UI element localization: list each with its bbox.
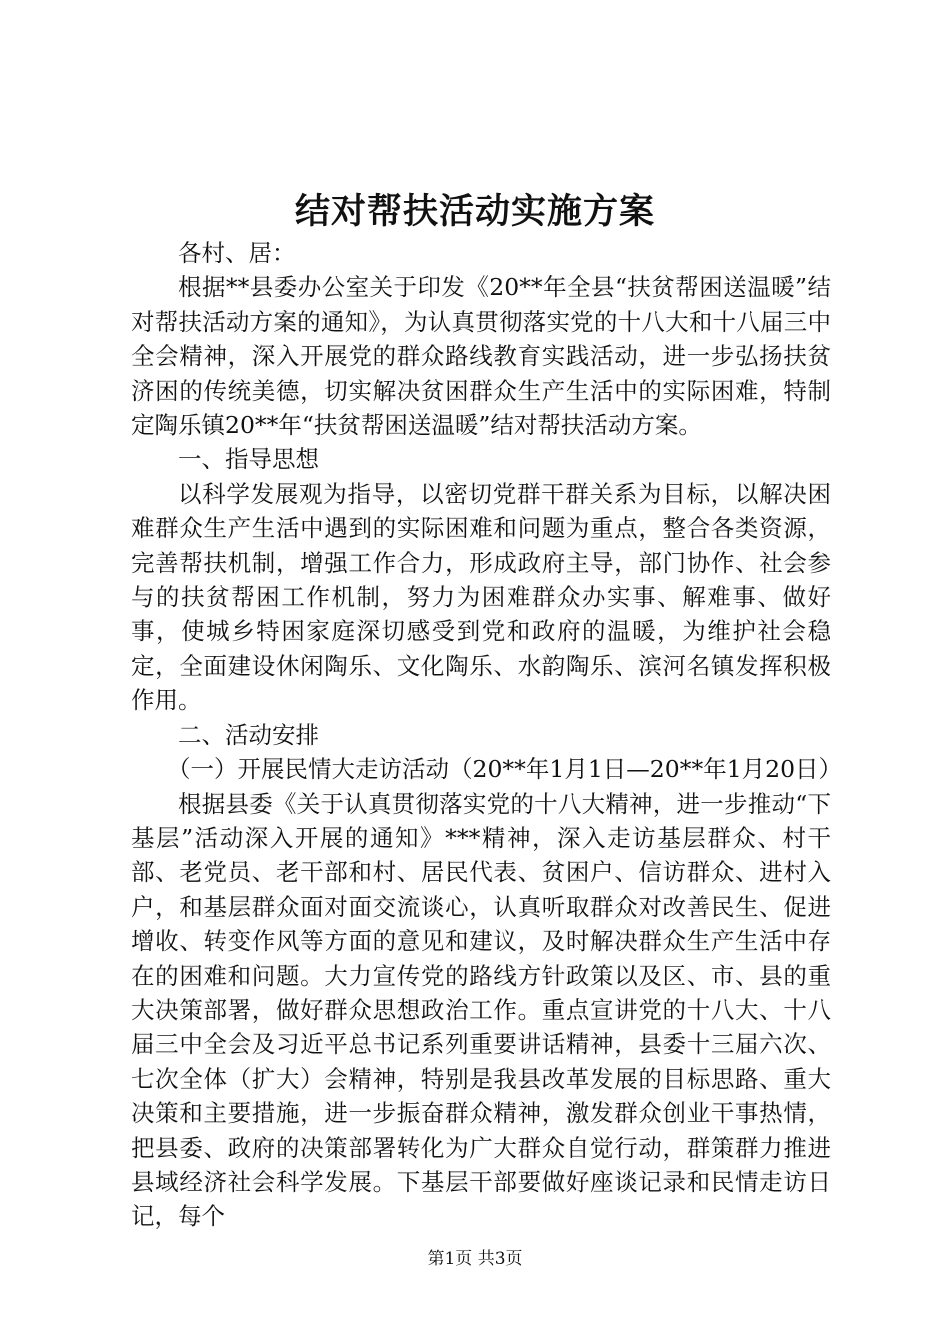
intro-paragraph: 根据**县委办公室关于印发《20**年全县“扶贫帮困送温暖”结对帮扶活动方案的通知》，为认真贯彻落实党的十八大和十八届三中全会精神，深入开展党的群众路线教育实践活动，进一步弘扬扶贫济困的传统美德，切实解决贫困群众生产生活中的实际困难，特制定陶乐镇20**年“扶贫帮困送温暖”结对帮扶活动方案。 xyxy=(131,273,831,440)
visit-activity-paragraph: 根据县委《关于认真贯彻落实党的十八大精神，进一步推动“下基层”活动深入开展的通知》***精神，深入走访基层群众、村干部、老党员、老干部和村、居民代表、贫困户、信访群众、进村入户，和基层群众面对面交流谈心，认真听取群众对改善民生、促进增收、转变作风等方面的意见和建议，及时解决群众生产生活中存在的困难和问题。大力宣传党的路线方针政策以及区、市、县的重大决策部署，做好群众思想政治工作。重点宣讲党的十八大、十八届三中全会及习近平总书记系列重要讲话精神，县委十三届六次、七次全体（扩大）会精神，特别是我县改革发展的目标思路、重大决策和主要措施，进一步振奋群众精神，激发群众创业干事热情，把县委、政府的决策部署转化为广大群众自觉行动，群策群力推进县域经济社会科学发展。下基层干部要做好座谈记录和民情走访日记，每个 xyxy=(131,789,831,1231)
subsection-heading-visit-activity: （一）开展民情大走访活动（20**年1月1日—20**年1月20日） xyxy=(167,755,843,784)
document-body xyxy=(131,236,843,1234)
guiding-thought-paragraph: 以科学发展观为指导，以密切党群干群关系为目标，以解决困难群众生产生活中遇到的实际困难和问题为重点，整合各类资源，完善帮扶机制，增强工作合力，形成政府主导，部门协作、社会参与的扶贫帮困工作机制，努力为困难群众办实事、解难事、做好事，使城乡特困家庭深切感受到党和政府的温暖，为维护社会稳定，全面建设休闲陶乐、文化陶乐、水韵陶乐、滨河名镇发挥积极作用。 xyxy=(131,479,831,715)
section-heading-activity-arrangement: 二、活动安排 xyxy=(178,720,319,749)
document-title: 结对帮扶活动实施方案 xyxy=(294,191,655,232)
salutation: 各村、居： xyxy=(178,239,296,267)
page-footer: 第1页 共3页 xyxy=(427,1249,523,1269)
section-heading-guiding-thought: 一、指导思想 xyxy=(178,445,319,474)
